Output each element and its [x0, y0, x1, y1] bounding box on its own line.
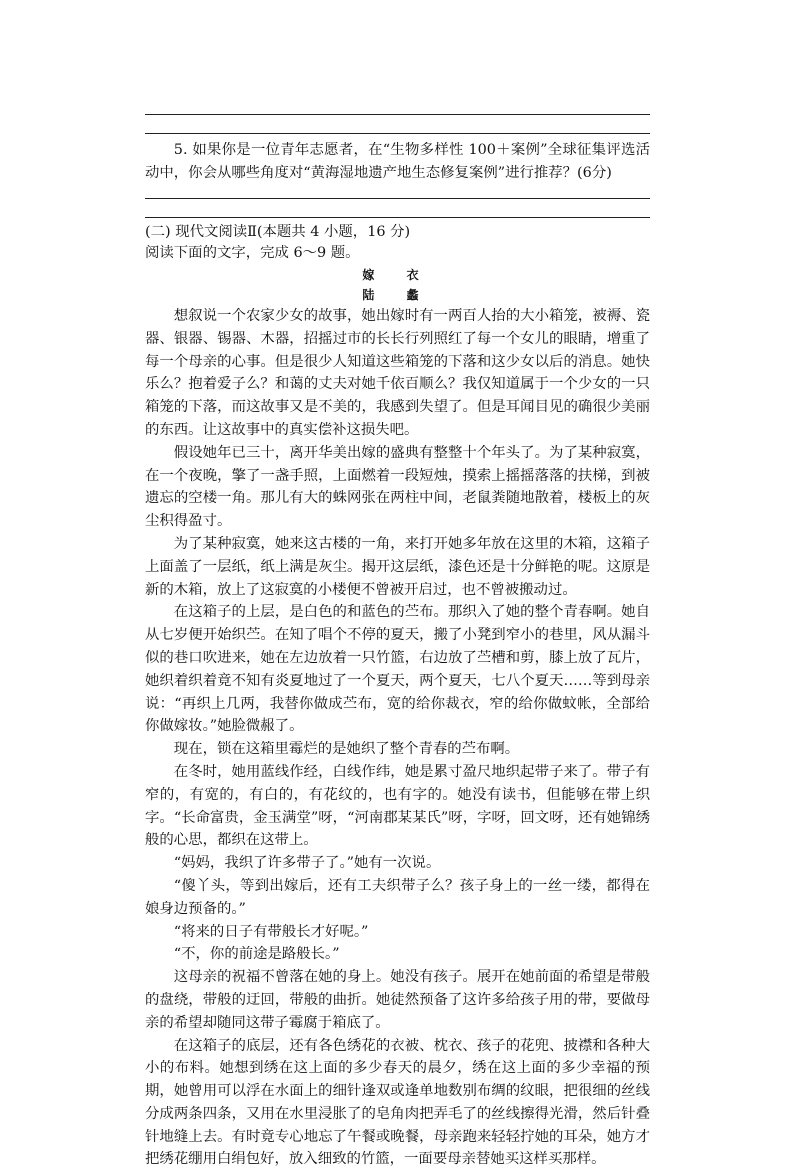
- article-body: [145, 305, 650, 1171]
- article-paragraph: 在这箱子的上层，是白色的和蓝色的苎布。那织入了她的整个青春啊。她自从七岁便开始织苎。在知了唱个不停的夏天，搬了小凳到窄小的巷里，风从漏斗似的巷口吹进来，她在左边放着一只竹篮，右边放了苎槽和剪，膝上放了瓦片，她织着织着竟不知有炎夏地过了一个夏天，两个夏天，七八个夏天……等到母亲说：“再织上几两，我替你做成苎布，宽的给你裁衣，窄的给你做蚊帐，全部给你做嫁妆。”她脸微赧了。: [145, 601, 650, 738]
- section-heading: (二) 现代文阅读Ⅱ(本题共 4 小题，16 分): [145, 221, 650, 243]
- article-paragraph: 在这箱子的底层，还有各色绣花的衣被、枕衣、孩子的花兜、披襟和各种大小的布料。她想到绣在这上面的多少春天的晨夕，绣在这上面的多少幸福的预期，她曾用可以浮在水面上的细针逢双或逢单地数别布绸的纹眼，把很细的丝线分成两条四条，又用在水里浸胀了的皂角肉把弄毛了的丝线擦得光滑，然后针叠针地缝上去。有时竟专心地忘了午餐或晚餐，母亲跑来轻轻拧她的耳朵，她方才把绣花绷用白绢包好，放入细致的竹篮，一面要母亲替她买这样买那样。: [145, 1035, 650, 1171]
- article-title: 嫁 衣: [145, 266, 650, 284]
- answer-line-1: [145, 114, 650, 115]
- answer-line-3: [145, 198, 650, 199]
- article-paragraph: 现在，锁在这箱里霉烂的是她织了整个青春的苎布啊。: [145, 738, 650, 761]
- section-instruction: 阅读下面的文字，完成 6～9 题。: [145, 242, 650, 264]
- article-paragraph: 这母亲的祝福不曾落在她的身上。她没有孩子。展开在她前面的希望是带般的盘绕，带般的迂回，带般的曲折。她徒然预备了这许多给孩子用的带，要做母亲的希望却随同这带子霉腐于箱底了。: [145, 966, 650, 1034]
- article-paragraph: “傻丫头，等到出嫁后，还有工夫织带子么？孩子身上的一丝一缕，都得在娘身边预备的。”: [145, 875, 650, 921]
- article-paragraph: 在冬时，她用蓝线作经，白线作纬，她是累寸盈尺地织起带子来了。带子有窄的，有宽的，有白的，有花纹的，也有字的。她没有读书，但能够在带上织字。“长命富贵，金玉满堂”呀，“河南郡某某氏”呀，字呀，回文呀，还有她锦绣般的心思，都织在这带上。: [145, 761, 650, 852]
- article-paragraph: 为了某种寂寞，她来这古楼的一角，来打开她多年放在这里的木箱，这箱子上面盖了一层纸，纸上满是灰尘。揭开这层纸，漆色还是十分鲜艳的呢。这原是新的木箱，放上了这寂寞的小楼便不曾被开启过，也不曾被搬动过。: [145, 533, 650, 601]
- article-author: 陆 蠡: [145, 286, 650, 304]
- question-5: [145, 139, 650, 185]
- article-paragraph: “妈妈，我织了许多带子了。”她有一次说。: [145, 852, 650, 875]
- article-paragraph: “将来的日子有带般长才好呢。”: [145, 921, 650, 944]
- answer-line-2: [145, 133, 650, 134]
- answer-line-4: [145, 217, 650, 218]
- question-5-text: 5. 如果你是一位青年志愿者，在“生物多样性 100＋案例”全球征集评选活动中，你会从哪些角度对“黄海湿地遗产地生态修复案例”进行推荐？(6分): [145, 139, 650, 185]
- article-paragraph: 假设她年已三十，离开华美出嫁的盛典有整整十个年头了。为了某种寂寞，在一个夜晚，擎了一盏手照，上面燃着一段短烛，摸索上摇摇落落的扶梯，到被遗忘的空楼一角。那儿有大的蛛网张在两柱中间，老鼠粪随地散着，楼板上的灰尘积得盈寸。: [145, 442, 650, 533]
- article-paragraph: “不，你的前途是路般长。”: [145, 943, 650, 966]
- article-paragraph: 想叙说一个农家少女的故事，她出嫁时有一两百人抬的大小箱笼，被褥、瓷器、银器、锡器、木器，招摇过市的长长行列照红了每一个女儿的眼睛，增重了每一个母亲的心事。但是很少人知道这些箱笼的下落和这少女以后的消息。她快乐么？抱着爱子么？和蔼的丈夫对她千依百顺么？我仅知道属于一个少女的一只箱笼的下落，而这故事又是不美的，我感到失望了。但是耳闻目见的确很少美丽的东西。让这故事中的真实偿补这损失吧。: [145, 305, 650, 442]
